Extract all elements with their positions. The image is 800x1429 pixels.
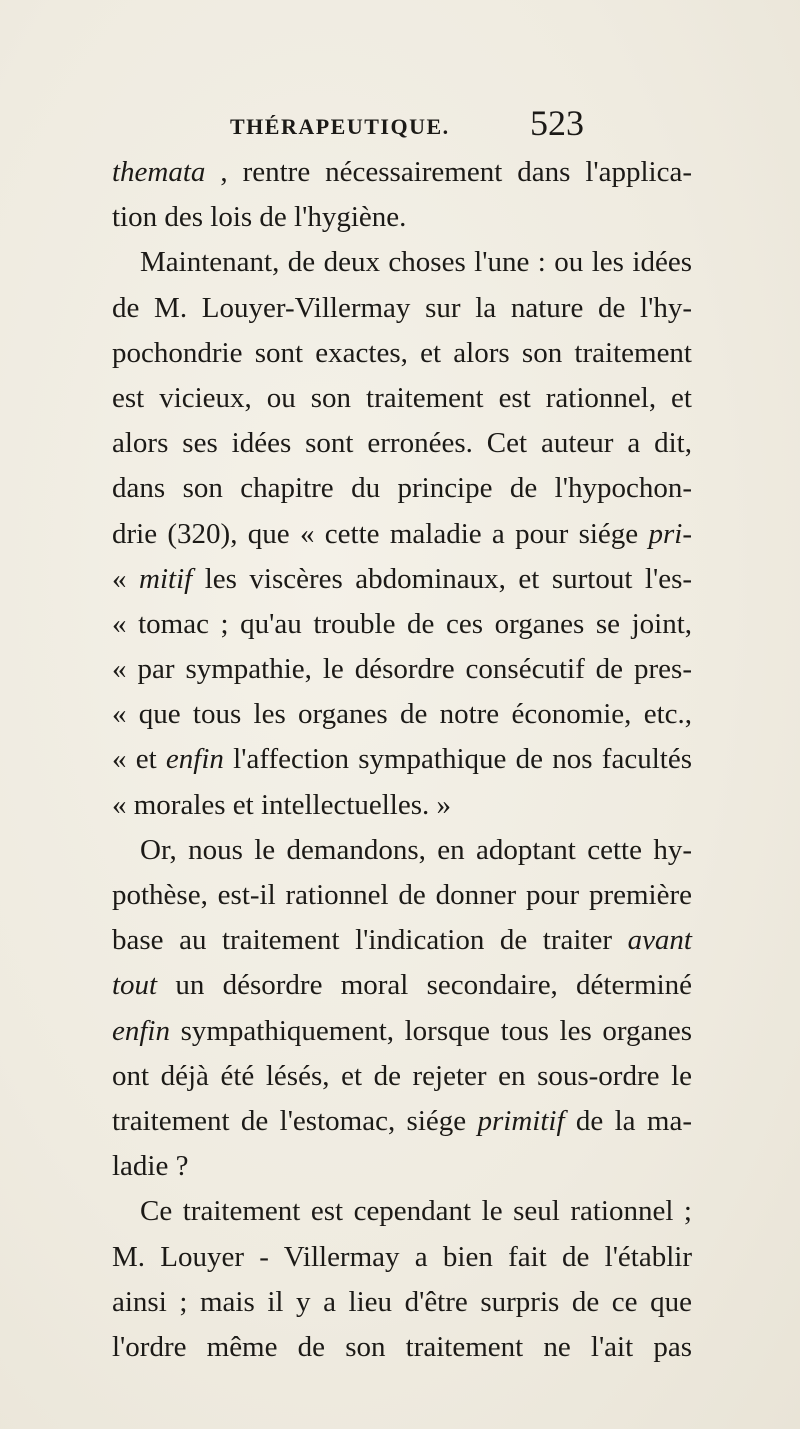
text-line: « tomac ; qu'au trouble de ces organes se joint, [112,607,692,640]
text-line: traitement de l'estomac, siége primitif de la ma- [112,1104,693,1137]
text-line: ainsi ; mais il y a lieu d'être surpris de ce que [112,1285,692,1318]
text-line: ont déjà été lésés, et de rejeter en sous-ordre le [112,1059,692,1092]
text-line: Ce traitement est cependant le seul rationnel ; [140,1195,692,1228]
text-line: enfin sympathiquement, lorsque tous les organes [112,1014,692,1047]
text-line: Maintenant, de deux choses l'une : ou les idées [140,246,692,279]
text-line: pochondrie sont exactes, et alors son traitement [112,336,692,369]
text-line: « par sympathie, le désordre consécutif de pres- [112,653,692,686]
text-line: « mitif les viscères abdominaux, et surtout l'es- [112,562,693,595]
text-line: est vicieux, ou son traitement est rationnel, et [112,381,692,414]
text-line: de M. Louyer-Villermay sur la nature de l'hy- [112,291,692,324]
page-header [0,100,800,144]
text-line: dans son chapitre du principe de l'hypochon- [112,472,692,505]
text-line: tion des lois de l'hygiène. [112,201,407,234]
body-text [112,150,692,1370]
text-line: M. Louyer - Villermay a bien fait de l'établir [112,1240,692,1273]
text-line: alors ses idées sont erronées. Cet auteur a dit, [112,427,692,460]
text-line: « que tous les organes de notre économie, etc., [112,698,692,731]
text-line: « morales et intellectuelles. » [112,788,452,821]
text-line: drie (320), que « cette maladie a pour siége pri- [112,517,692,550]
text-line: Or, nous le demandons, en adoptant cette hy- [140,833,692,866]
running-head: THÉRAPEUTIQUE. [230,114,450,139]
page-number: 523 [530,103,584,143]
text-line: l'ordre même de son traitement ne l'ait pas [112,1330,692,1363]
text-line: « et enfin l'affection sympathique de nos facultés [112,743,692,776]
text-line: base au traitement l'indication de traiter avant [112,924,692,957]
text-line: pothèse, est-il rationnel de donner pour première [112,879,692,911]
text-line: ladie ? [112,1150,189,1183]
text-line: themata , rentre nécessairement dans l'applica- [112,156,692,188]
text-line: tout un désordre moral secondaire, déterminé [112,969,692,1002]
